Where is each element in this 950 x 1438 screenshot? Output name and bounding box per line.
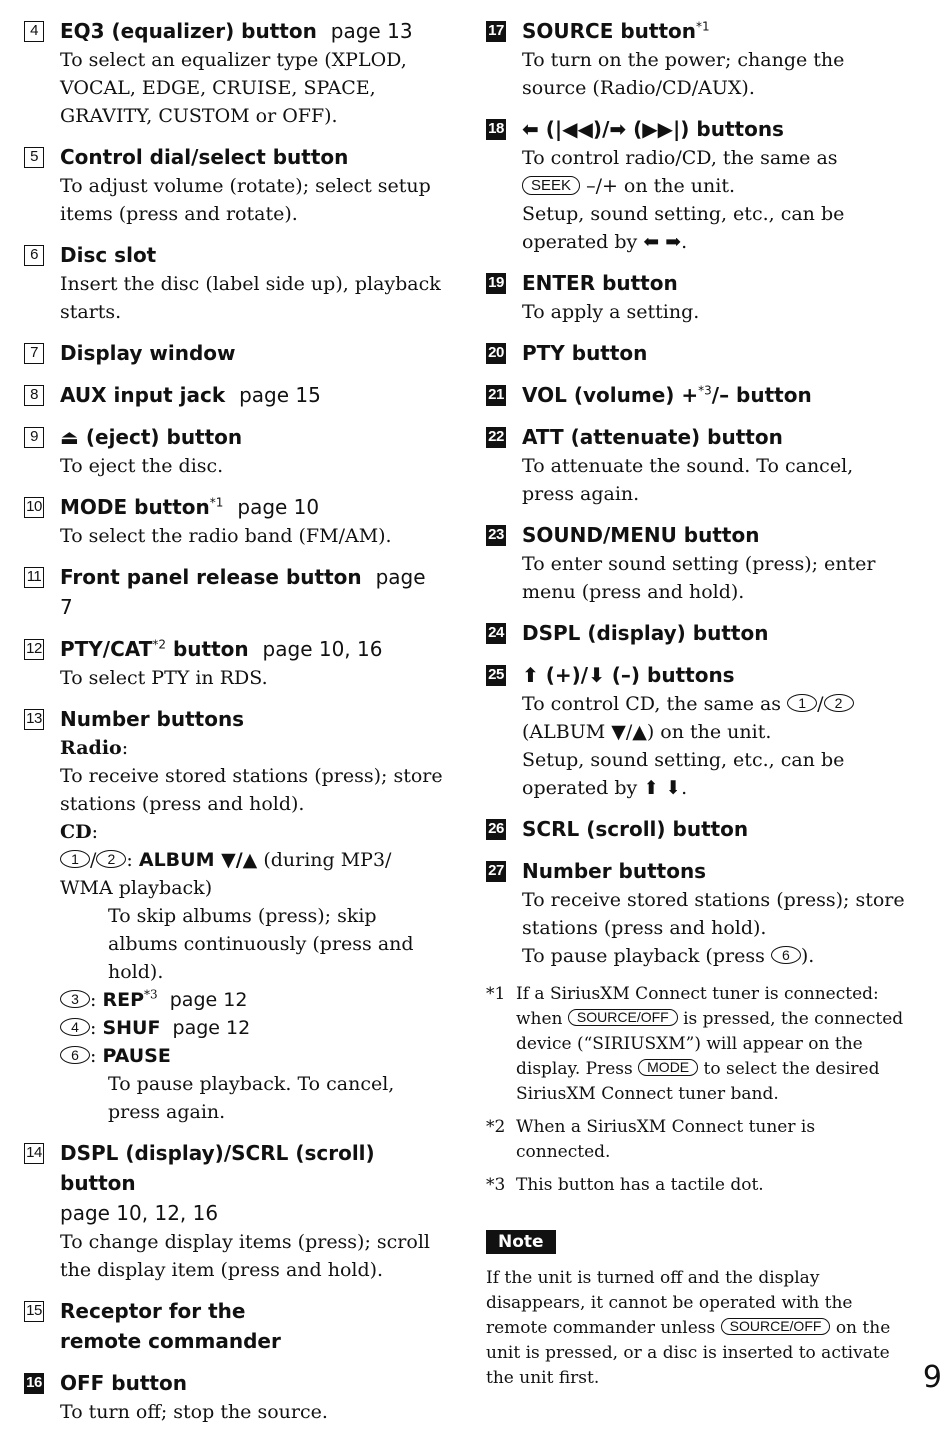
item-4: [24, 16, 444, 130]
item-7: [24, 338, 444, 368]
item-title: DSPL (display)/SCRL (scroll) button: [60, 1141, 375, 1195]
shuf-label: SHUF: [102, 1017, 161, 1039]
item-number: 18: [486, 119, 506, 140]
item-13: [24, 704, 444, 1126]
page-ref: page 10, 16: [262, 637, 383, 661]
item-number: 7: [24, 343, 44, 364]
item-description: To turn off; stop the source.: [60, 1401, 328, 1423]
key-6-icon: 6: [771, 946, 801, 964]
pause-row: 6 : PAUSE: [60, 1042, 444, 1070]
item-description: To control CD, the same as 1 / 2 (ALBUM ▼/▲) on the unit. Setup, sound setting, etc., can be operated by ⬆ ⬇.: [522, 690, 906, 802]
item-number: 23: [486, 525, 506, 546]
item-title: DSPL (display) button: [522, 621, 769, 645]
key-2-icon: 2: [96, 850, 126, 868]
item-title: Receptor for the remote commander: [60, 1299, 281, 1353]
item-number: 22: [486, 427, 506, 448]
item-title: AUX input jack page 15: [60, 383, 321, 407]
item-25: [486, 660, 906, 802]
mode-key-icon: MODE: [638, 1059, 698, 1076]
item-number: 19: [486, 273, 506, 294]
item-10: [24, 492, 444, 550]
source-off-key-icon: SOURCE/OFF: [568, 1009, 678, 1026]
item-20: [486, 338, 906, 368]
item-title: ⬅ (|◀◀)/➡ (▶▶|) buttons: [522, 117, 784, 141]
footnote-3: [486, 1173, 906, 1198]
left-column: [24, 16, 444, 1438]
item-14: [24, 1138, 444, 1284]
item-number: 26: [486, 819, 506, 840]
footnote-2: [486, 1115, 906, 1165]
item-number: 12: [24, 639, 44, 660]
item-27: [486, 856, 906, 970]
page-ref: page 10: [237, 495, 320, 519]
item-9: [24, 422, 444, 480]
item-description-pause: To pause playback (press 6 ).: [522, 945, 815, 967]
key-4-icon: 4: [60, 1018, 90, 1036]
item-description: Insert the disc (label side up), playback starts.: [60, 273, 441, 323]
footnote-ref: *1: [696, 19, 710, 34]
rep-label: REP: [102, 989, 144, 1011]
item-19: [486, 268, 906, 326]
footnote-ref: *2: [152, 637, 166, 652]
item-number: 4: [24, 21, 44, 42]
item-title: Number buttons: [522, 859, 707, 883]
radio-section: Radio: To receive stored stations (press); store stations (press and hold).: [60, 737, 443, 815]
item-title: VOL (volume) +$^{*3}$/– button: [522, 383, 812, 407]
footnote-text: This button has a tactile dot.: [516, 1175, 764, 1195]
item-description: To turn on the power; change the source (Radio/CD/AUX).: [522, 49, 845, 99]
seek-key-icon: SEEK: [522, 176, 580, 195]
item-title: ⏏ (eject) button: [60, 425, 243, 449]
key-1-icon: 1: [60, 850, 90, 868]
item-number: 13: [24, 709, 44, 730]
cd-section: CD:: [60, 821, 99, 843]
item-title: SOUND/MENU button: [522, 523, 760, 547]
item-21: [486, 380, 906, 410]
item-number: 21: [486, 385, 506, 406]
cd-label: CD: [60, 821, 92, 843]
note-label: Note: [486, 1230, 556, 1254]
shuf-page: page 12: [172, 1017, 251, 1039]
rep-page: page 12: [169, 989, 248, 1011]
footnote-text: If a SiriusXM Connect tuner is connected: when SOURCE/OFF is pressed, the connected device (“SIRIUSXM”) will appear on the display. Press MODE to select the desired SiriusXM Connect tuner band.: [516, 984, 904, 1104]
item-number: 10: [24, 497, 44, 518]
footnote-mark: *2: [486, 1117, 506, 1137]
item-8: [24, 380, 444, 410]
footnote-text: When a SiriusXM Connect tuner is connected.: [516, 1117, 816, 1162]
item-11: [24, 562, 444, 622]
pause-text: To pause playback. To cancel, press again.: [108, 1073, 395, 1123]
item-title: Disc slot: [60, 243, 157, 267]
footnote-mark: *1: [486, 984, 506, 1004]
footnote-1: [486, 982, 906, 1107]
footnotes: [486, 982, 906, 1198]
item-number: 24: [486, 623, 506, 644]
item-12: [24, 634, 444, 692]
item-number: 8: [24, 385, 44, 406]
album-row: 1 / 2 : ALBUM ▼/▲ (during MP3/ WMA playback): [60, 849, 392, 899]
key-3-icon: 3: [60, 990, 90, 1008]
page-ref: page 13: [330, 19, 413, 43]
item-title: PTY button: [522, 341, 648, 365]
item-6: [24, 240, 444, 326]
album-label: ALBUM ▼/▲: [138, 849, 258, 871]
item-22: [486, 422, 906, 508]
item-number: 27: [486, 861, 506, 882]
item-23: [486, 520, 906, 606]
item-17: [486, 16, 906, 102]
item-number: 11: [24, 567, 44, 588]
item-description: To receive stored stations (press); store stations (press and hold).: [522, 889, 905, 939]
item-title: Display window: [60, 341, 236, 365]
item-15: [24, 1296, 444, 1356]
key-6-icon: 6: [60, 1046, 90, 1064]
note-text: If the unit is turned off and the display disappears, it cannot be operated with the remote commander unless SOURCE/OFF on the unit is pressed, or a disc is inserted to activate the unit first.: [486, 1268, 891, 1388]
item-description: To adjust volume (rotate); select setup items (press and rotate).: [60, 175, 431, 225]
pause-label: PAUSE: [102, 1045, 171, 1067]
item-title: MODE button$^{*1}$ page 10: [60, 495, 320, 519]
key-2-icon: 2: [824, 694, 854, 712]
item-title: OFF button: [60, 1371, 187, 1395]
item-16: [24, 1368, 444, 1426]
item-number: 16: [24, 1373, 44, 1394]
shuf-row: 4 : SHUF page 12: [60, 1014, 444, 1042]
item-title: ATT (attenuate) button: [522, 425, 783, 449]
item-description: To apply a setting.: [522, 301, 700, 323]
item-description: To select PTY in RDS.: [60, 667, 268, 689]
page-ref: page 10, 12, 16: [60, 1201, 219, 1225]
item-title: Control dial/select button: [60, 145, 349, 169]
item-description: To control radio/CD, the same as SEEK –/+ on the unit. Setup, sound setting, etc., can be operated by ⬅ ➡.: [522, 147, 845, 253]
page-ref: page 15: [239, 383, 321, 407]
item-title: EQ3 (equalizer) button page 13: [60, 19, 413, 43]
item-title: ENTER button: [522, 271, 678, 295]
footnote-ref: *1: [209, 495, 224, 510]
radio-text: To receive stored stations (press); store stations (press and hold).: [60, 765, 443, 815]
item-number: 5: [24, 147, 44, 168]
note-section: [486, 1206, 906, 1391]
item-description: To change display items (press); scroll the display item (press and hold).: [60, 1231, 430, 1281]
right-column: [486, 16, 906, 1391]
source-off-key-icon: SOURCE/OFF: [721, 1318, 831, 1335]
key-1-icon: 1: [787, 694, 817, 712]
item-number: 14: [24, 1143, 44, 1164]
item-number: 15: [24, 1301, 44, 1322]
item-title: SCRL (scroll) button: [522, 817, 749, 841]
footnote-ref: *3: [698, 383, 712, 398]
item-number: 20: [486, 343, 506, 364]
item-title: SOURCE button$^{*1}$: [522, 19, 710, 43]
item-description: To eject the disc.: [60, 455, 224, 477]
item-26: [486, 814, 906, 844]
item-5: [24, 142, 444, 228]
page-number: 9: [922, 1360, 942, 1395]
item-description: To select the radio band (FM/AM).: [60, 525, 392, 547]
radio-label: Radio: [60, 737, 122, 759]
item-description: To attenuate the sound. To cancel, press again.: [522, 455, 854, 505]
item-description: To select an equalizer type (XPLOD, VOCAL, EDGE, CRUISE, SPACE, GRAVITY, CUSTOM or OFF).: [60, 49, 407, 127]
item-title: Number buttons: [60, 707, 245, 731]
item-title: ⬆ (+)/⬇ (–) buttons: [522, 663, 735, 687]
rep-row: 3 : REP$^{*3}$ page 12: [60, 986, 444, 1014]
item-18: [486, 114, 906, 256]
item-number: 6: [24, 245, 44, 266]
item-title: PTY/CAT$^{*2}$ button page 10, 16: [60, 637, 383, 661]
footnote-mark: *3: [486, 1175, 506, 1195]
item-number: 25: [486, 665, 506, 686]
item-number: 9: [24, 427, 44, 448]
item-number: 17: [486, 21, 506, 42]
page-ref: page 7: [60, 565, 426, 619]
item-title: Front panel release button page 7: [60, 565, 426, 619]
album-text: To skip albums (press); skip albums continuously (press and hold).: [108, 905, 414, 983]
item-24: [486, 618, 906, 648]
item-description: To enter sound setting (press); enter menu (press and hold).: [522, 553, 876, 603]
